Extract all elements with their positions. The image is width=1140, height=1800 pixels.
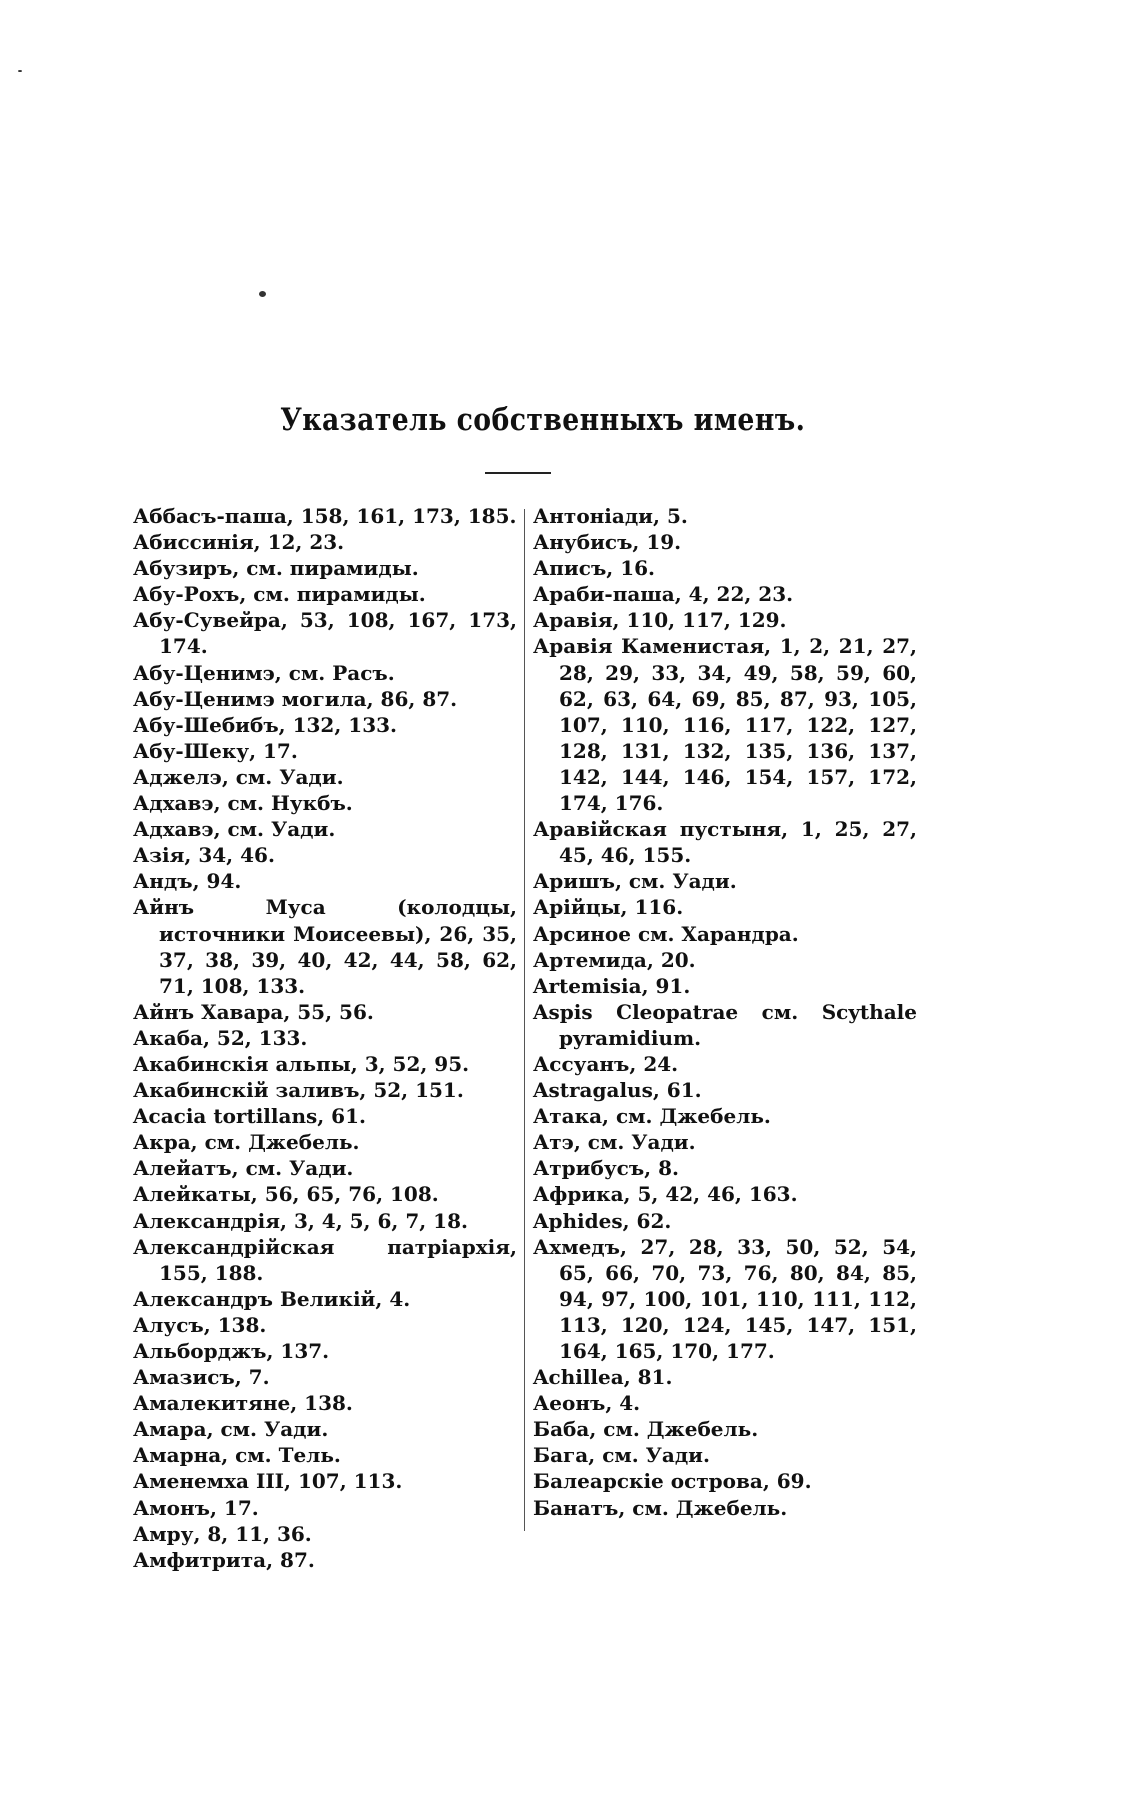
index-entry: Абиссинія, 12, 23. <box>133 530 345 555</box>
index-entry: Атрибусъ, 8. <box>533 1156 679 1181</box>
index-entry: Абу-Сувейра, 53, 108, 167, 173, 174. <box>133 608 517 659</box>
index-entry: Алейатъ, см. Уади. <box>133 1156 354 1181</box>
index-entry: Аббасъ-паша, 158, 161, 173, 185. <box>133 504 517 528</box>
index-entry: Александрійская патріархія, 155, 188. <box>133 1234 517 1285</box>
index-column-right <box>533 503 917 1521</box>
index-entry: Баба, см. Джебель. <box>533 1417 759 1442</box>
index-entry: Балеарскіе острова, 69. <box>533 1469 812 1494</box>
index-entry: Аджелэ, см. Уади. <box>133 764 344 789</box>
scan-speck <box>18 70 22 72</box>
index-entry: Атэ, см. Уади. <box>533 1130 696 1155</box>
index-entry: Аравія Каменистая, 1, 2, 21, 27, 28, 29, 33, 34, 49, 58, 59, 60, 62, 63, 64, 69, 85, 87, 93, 105, 107, 110, 116, 117, 122, 127, 128, 131, 132, 135, 136, 137, 142, 144, 146, 154, 157, 172, 174, 176. <box>533 634 917 816</box>
index-entry: Акра, см. Джебель. <box>133 1130 360 1155</box>
index-entry: Банатъ, см. Джебель. <box>533 1495 788 1520</box>
index-column-left <box>133 503 517 1573</box>
index-entry: Аменемха III, 107, 113. <box>133 1469 403 1494</box>
index-entry: Aspis Cleopatrae см. Scythale pyramidium. <box>533 999 917 1050</box>
index-entry: Арійцы, 116. <box>533 895 684 920</box>
index-entry: Амара, см. Уади. <box>133 1417 329 1442</box>
index-entry: Абузиръ, см. пирамиды. <box>133 556 419 581</box>
index-entry: Ассуанъ, 24. <box>533 1051 679 1076</box>
index-entry: Artemisia, 91. <box>533 973 691 998</box>
index-entry: Аписъ, 16. <box>533 556 656 581</box>
scan-speck <box>259 291 266 297</box>
index-entry: Амалекитяне, 138. <box>133 1391 353 1416</box>
index-entry: Африка, 5, 42, 46, 163. <box>533 1182 798 1207</box>
index-entry: Андъ, 94. <box>133 869 242 894</box>
index-entry: Артемида, 20. <box>533 947 696 972</box>
index-entry: Альборджъ, 137. <box>133 1339 330 1363</box>
index-entry: Александръ Великій, 4. <box>133 1286 411 1311</box>
index-entry: Acacia tortillans, 61. <box>133 1104 366 1129</box>
index-entry: Адхавэ, см. Уади. <box>133 817 336 842</box>
index-entry: Абу-Рохъ, см. пирамиды. <box>133 582 426 607</box>
index-entry: Алусъ, 138. <box>133 1312 267 1337</box>
index-entry: Амонъ, 17. <box>133 1495 259 1520</box>
index-entry: Амру, 8, 11, 36. <box>133 1521 312 1546</box>
index-entry: Атака, см. Джебель. <box>533 1104 771 1129</box>
index-entry: Анубисъ, 19. <box>533 530 682 555</box>
index-entry: Абу-Шебибъ, 132, 133. <box>133 712 397 737</box>
index-entry: Акабинскій заливъ, 52, 151. <box>133 1078 464 1103</box>
index-entry: Achillea, 81. <box>533 1365 673 1390</box>
index-entry: Адхавэ, см. Нукбъ. <box>133 791 353 816</box>
index-entry: Абу-Шеку, 17. <box>133 738 298 763</box>
index-entry: Аеонъ, 4. <box>533 1391 641 1416</box>
index-entry: Айнъ Хавара, 55, 56. <box>133 999 374 1024</box>
index-entry: Амфитрита, 87. <box>133 1547 315 1572</box>
index-entry: Алейкаты, 56, 65, 76, 108. <box>133 1182 439 1207</box>
page-title: Указатель собственныхъ именъ. <box>280 402 806 438</box>
index-entry: Александрія, 3, 4, 5, 6, 7, 18. <box>133 1208 468 1233</box>
index-entry: Акаба, 52, 133. <box>133 1025 308 1050</box>
index-entry: Акабинскія альпы, 3, 52, 95. <box>133 1051 470 1076</box>
index-entry: Амазисъ, 7. <box>133 1365 270 1390</box>
index-entry: Аришъ, см. Уади. <box>533 869 737 894</box>
index-entry: Ахмедъ, 27, 28, 33, 50, 52, 54, 65, 66, 70, 73, 76, 80, 84, 85, 94, 97, 100, 101, 110, 111, 112, 113, 120, 124, 145, 147, 151, 164, 165, 170, 177. <box>533 1234 917 1363</box>
index-entry: Aphides, 62. <box>533 1208 672 1233</box>
index-entry: Антоніади, 5. <box>533 504 688 528</box>
index-entry: Абу-Ценимэ, см. Расъ. <box>133 660 395 685</box>
index-entry: Абу-Ценимэ могила, 86, 87. <box>133 686 458 711</box>
index-entry: Амарна, см. Тель. <box>133 1443 341 1468</box>
column-divider <box>524 509 525 1531</box>
index-entry: Азія, 34, 46. <box>133 843 275 868</box>
index-entry: Араби-паша, 4, 22, 23. <box>533 582 794 607</box>
index-entry: Айнъ Муса (колодцы, источники Моисеевы), 26, 35, 37, 38, 39, 40, 42, 44, 58, 62, 71, 108, 133. <box>133 895 517 998</box>
index-entry: Бага, см. Уади. <box>533 1443 710 1468</box>
title-rule <box>485 472 551 474</box>
index-entry: Аравійская пустыня, 1, 25, 27, 45, 46, 155. <box>533 817 917 868</box>
index-entry: Арсиное см. Харандра. <box>533 921 799 946</box>
index-entry: Astragalus, 61. <box>533 1078 702 1103</box>
index-entry: Аравія, 110, 117, 129. <box>533 608 787 633</box>
